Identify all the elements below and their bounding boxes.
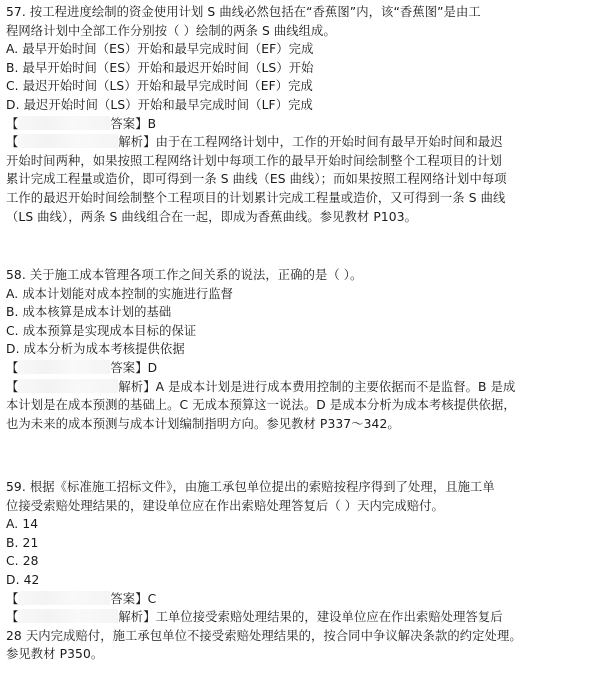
analysis-line xyxy=(6,133,598,152)
analysis-bracket: 【 xyxy=(6,135,19,150)
option-c: C. 28 xyxy=(6,554,39,569)
option-b: B. 最早开始时间（ES）开始和最迟开始时间（LS）开始 xyxy=(6,60,314,75)
answer-text: 答案】C xyxy=(110,591,157,606)
analysis-bracket: 【 xyxy=(6,610,19,625)
analysis-text: 解析】A 是成本计划是进行成本费用控制的主要依据而不是监督。B 是成 xyxy=(118,379,516,394)
analysis-text: 解析】工单位接受索赔处理结果的，建设单位应在作出索赔处理答复后 xyxy=(118,610,503,625)
answer-bracket: 【 xyxy=(6,591,19,606)
question-stem-line: 程网络计划中全部工作分别按（ ）绘制的两条 S 曲线组成。 xyxy=(6,23,336,38)
answer-text: 答案】B xyxy=(110,116,157,131)
redacted-area xyxy=(18,609,118,623)
analysis-text: 解析】由于在工程网络计划中，工作的开始时间有最早开始时间和最迟 xyxy=(118,135,503,150)
analysis-line: 28 天内完成赔付，施工承包单位不接受索赔处理结果的，按合同中争议解决条款的约定处理。 xyxy=(6,628,522,643)
option-d: D. 最迟开始时间（LS）开始和最早完成时间（LF）完成 xyxy=(6,97,313,112)
answer-bracket: 【 xyxy=(6,116,19,131)
option-a: A. 14 xyxy=(6,517,39,532)
analysis-line: 累计完成工程量或造价，即可得到一条 S 曲线（ES 曲线）；而如果按照工程网络计划中每项 xyxy=(6,172,507,187)
option-d: D. 成本分析为成本考核提供依据 xyxy=(6,342,185,357)
analysis-line xyxy=(6,378,598,397)
question-stem-line: 位接受索赔处理结果的，建设单位应在作出索赔处理答复后（ ）天内完成赔付。 xyxy=(6,498,444,513)
analysis-line: 工作的最迟开始时间绘制整个工程项目的计划累计完成工程量或造价，又可得到一条 S 曲线 xyxy=(6,190,506,205)
analysis-line: 本计划是在成本预测的基础上。C 无成本预算这一说法。D 是成本分析为成本考核提供依据， xyxy=(6,398,516,413)
redacted-area xyxy=(18,591,110,605)
question-57 xyxy=(6,3,598,226)
answer-line xyxy=(6,359,598,378)
answer-line xyxy=(6,590,598,609)
analysis-bracket: 【 xyxy=(6,379,19,394)
option-c: C. 成本预算是实现成本目标的保证 xyxy=(6,323,197,338)
option-b: B. 成本核算是成本计划的基础 xyxy=(6,305,172,320)
answer-line xyxy=(6,115,598,134)
question-stem-line: 57. 按工程进度绘制的资金使用计划 S 曲线必然包括在“香蕉图”内，该“香蕉图”是由工 xyxy=(6,5,481,19)
answer-bracket: 【 xyxy=(6,360,19,375)
question-stem-line: 58. 关于施工成本管理各项工作之间关系的说法，正确的是（ ）。 xyxy=(6,268,363,282)
option-a: A. 最早开始时间（ES）开始和最早完成时间（EF）完成 xyxy=(6,42,314,57)
redacted-area xyxy=(18,134,118,148)
analysis-line xyxy=(6,608,598,627)
question-58 xyxy=(6,266,598,433)
option-d: D. 42 xyxy=(6,572,40,587)
analysis-line: （LS 曲线），两条 S 曲线组合在一起，即成为香蕉曲线。参见教材 P103。 xyxy=(6,209,418,224)
redacted-area xyxy=(18,360,110,374)
option-a: A. 成本计划能对成本控制的实施进行监督 xyxy=(6,286,234,301)
question-59 xyxy=(6,478,598,664)
redacted-area xyxy=(18,116,110,130)
analysis-line: 参见教材 P350。 xyxy=(6,647,104,662)
redacted-area xyxy=(18,379,118,393)
option-b: B. 21 xyxy=(6,535,39,550)
question-stem-line: 59. 根据《标准施工招标文件》，由施工承包单位提出的索赔按程序得到了处理，且施工单 xyxy=(6,480,495,494)
analysis-line: 开始时间两种，如果按照工程网络计划中每项工作的最早开始时间绘制整个工程项目的计划 xyxy=(6,153,502,168)
answer-text: 答案】D xyxy=(110,360,158,375)
option-c: C. 最迟开始时间（LS）开始和最早完成时间（EF）完成 xyxy=(6,79,313,94)
analysis-line: 也为未来的成本预测与成本计划编制指明方向。参见教材 P337～342。 xyxy=(6,416,400,431)
